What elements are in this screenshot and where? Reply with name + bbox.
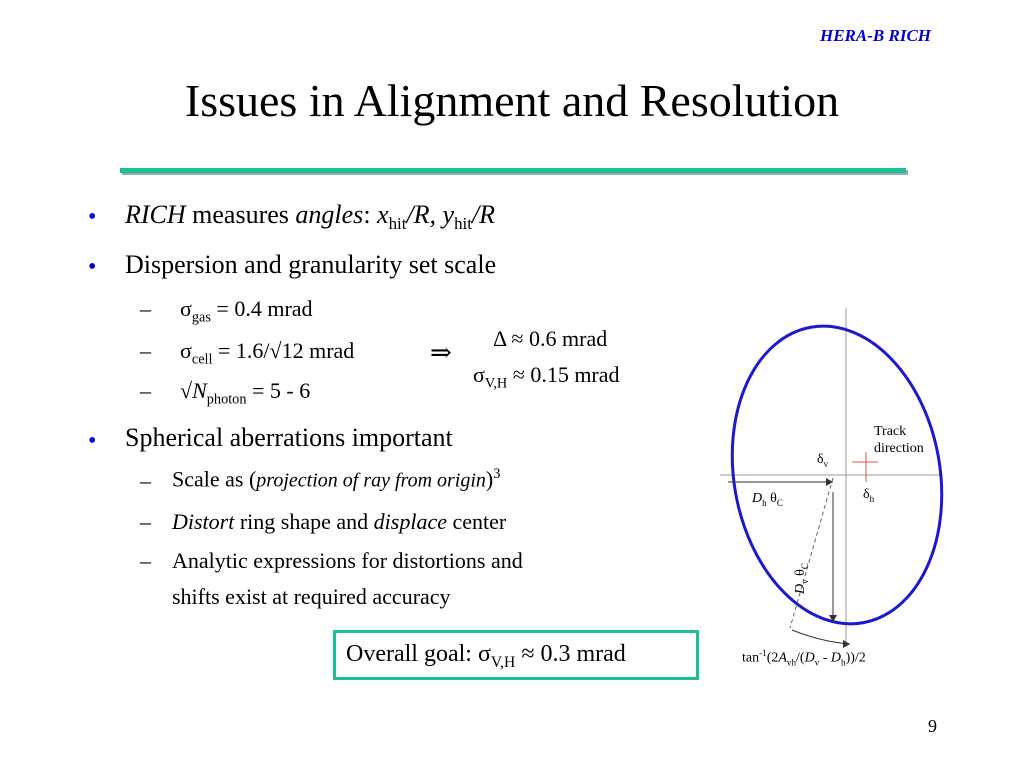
- sub-analytic-line1: Analytic expressions for distortions and: [172, 548, 523, 573]
- sub-sigma-cell: $\sigma_{cell} = 1.6/√12$ mrad: [180, 338, 355, 368]
- dashed-tilt-line: [790, 478, 833, 628]
- bullet-marker: •: [88, 204, 97, 230]
- bullet-marker: •: [88, 428, 97, 454]
- dash-marker: –: [140, 338, 151, 363]
- tan-formula-label: $\tan^{-1}(2A_{vh}/(D_v - D_h))/2$: [742, 648, 866, 668]
- track-label-line1: Track: [874, 424, 907, 439]
- page-number: 9: [928, 716, 937, 736]
- result-sigma-vh: $\sigma_{V,H} \approx 0.15$ mrad: [473, 362, 620, 392]
- dash-marker: –: [140, 509, 151, 534]
- sub-sigma-gas: $\sigma_{gas} = 0.4$ mrad: [180, 296, 313, 326]
- sub-analytic-line2: shifts exist at required accuracy: [172, 584, 451, 609]
- dh-thetac-label: $D_h$ $\theta_C$: [752, 491, 783, 508]
- tilt-angle-arc: [792, 630, 850, 644]
- implies-arrow: ⇒: [430, 338, 452, 367]
- bullet-spherical: Spherical aberrations important: [125, 423, 453, 452]
- dash-marker: –: [140, 378, 151, 403]
- delta-v-label: $\delta_v$: [817, 452, 829, 469]
- sub-distort: Distort ring shape and displace center: [172, 509, 507, 534]
- bullet-rich-measures: RICH measures angles: $x_{hit}/R$, $y_{hit}/R$: [125, 200, 496, 234]
- title-underline: [120, 168, 906, 173]
- slide-title: Issues in Alignment and Resolution: [184, 75, 840, 126]
- sub-scale-as: Scale as (projection of ray from origin)$^3$: [172, 466, 501, 492]
- dash-marker: –: [140, 468, 151, 493]
- overall-goal-box: Overall goal: $\sigma_{V,H} \approx 0.3$ mrad: [333, 630, 699, 680]
- dh-arrowhead: [826, 478, 833, 486]
- dv-thetac-label: $D_v$ $\theta_C$: [793, 563, 810, 594]
- bullet-dispersion: Dispersion and granularity set scale: [125, 250, 497, 279]
- sub-sqrt-nphoton: $√N_{photon} = 5 - 6$: [180, 378, 311, 408]
- delta-h-label: $\delta_h$: [863, 487, 875, 504]
- track-label-line2: direction: [874, 441, 924, 456]
- result-delta: Δ ≈ 0.6 mrad: [493, 326, 608, 351]
- dash-marker: –: [140, 548, 151, 573]
- header-tag: HERA-B RICH: [820, 26, 932, 45]
- bullet-marker: •: [88, 254, 97, 280]
- ring-diagram: [700, 300, 1000, 700]
- dash-marker: –: [140, 296, 151, 321]
